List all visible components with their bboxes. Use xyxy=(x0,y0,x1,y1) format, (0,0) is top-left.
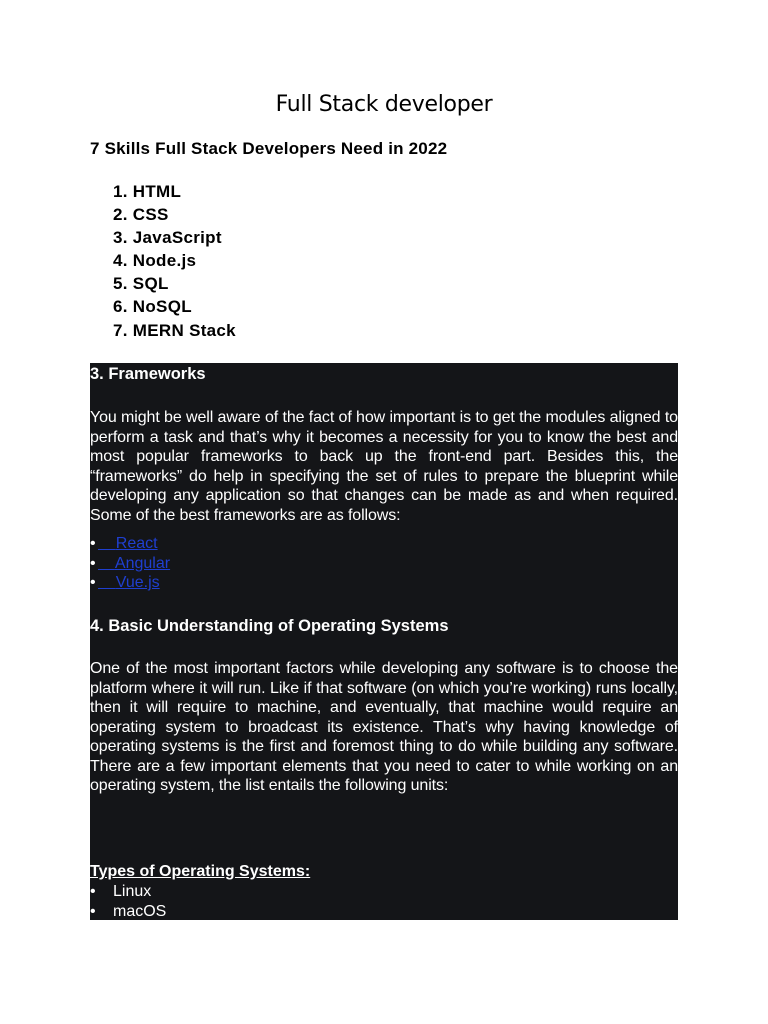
dark-content-block xyxy=(90,363,678,920)
frameworks-link-list xyxy=(90,534,170,593)
skills-list xyxy=(113,180,236,342)
skills-list-item: 3. JavaScript xyxy=(113,228,222,248)
skills-list-item: 5. SQL xyxy=(113,274,169,294)
link-label: Vue.js xyxy=(115,574,160,591)
list-item xyxy=(90,554,170,574)
operating-systems-paragraph: One of the most important factors while developing any software is to choose the platform where it will run. Like if that software (on which you’re working) runs locally, then it will require to machine, and eventually, that machine would require an operating system to broadcast its existence. That’s why having knowledge of operating systems is the first and foremost thing to do while building any software. There are a few important elements that you need to cater to while working on an operating system, the list entails the following units: xyxy=(90,660,678,794)
frameworks-paragraph: You might be well aware of the fact of how important is to get the modules aligned to perform a task and that’s why it becomes a necessity for you to know the best and most popular frameworks to back up the front-end part. Besides this, the “frameworks” do help in specifying the set of rules to prepare the blueprint while developing any application so that changes can be made as and when required. Some of the best frameworks are as follows: xyxy=(90,409,678,524)
skills-list-item: 2. CSS xyxy=(113,205,169,225)
list-item xyxy=(90,534,170,554)
bullet-icon: • xyxy=(90,554,96,572)
list-item xyxy=(90,882,166,902)
skills-list-item: 1. HTML xyxy=(113,182,182,201)
link-vuejs[interactable] xyxy=(98,574,160,591)
link-label: React xyxy=(115,535,158,552)
skills-list-item: 6. NoSQL xyxy=(113,297,192,317)
link-react[interactable] xyxy=(98,535,158,552)
skills-list-item: 4. Node.js xyxy=(113,251,197,271)
operating-systems-heading: 4. Basic Understanding of Operating Systems xyxy=(90,617,449,635)
page-title: Full Stack developer xyxy=(275,92,493,117)
os-type-label: Linux xyxy=(113,883,152,900)
os-types-list xyxy=(90,882,166,921)
link-angular[interactable] xyxy=(98,555,170,572)
frameworks-heading: 3. Frameworks xyxy=(90,365,206,383)
link-label: Angular xyxy=(114,554,171,572)
os-type-label: macOS xyxy=(113,902,167,920)
bullet-icon: • xyxy=(90,535,96,552)
skills-list-item: 7. MERN Stack xyxy=(113,320,236,340)
os-types-label: Types of Operating Systems: xyxy=(90,863,311,880)
document-subtitle: 7 Skills Full Stack Developers Need in 2022 xyxy=(90,139,448,158)
bullet-icon: • xyxy=(90,574,96,591)
list-item xyxy=(90,573,170,593)
bullet-icon: • xyxy=(90,883,96,900)
list-item xyxy=(90,902,166,922)
bullet-icon: • xyxy=(90,902,96,920)
